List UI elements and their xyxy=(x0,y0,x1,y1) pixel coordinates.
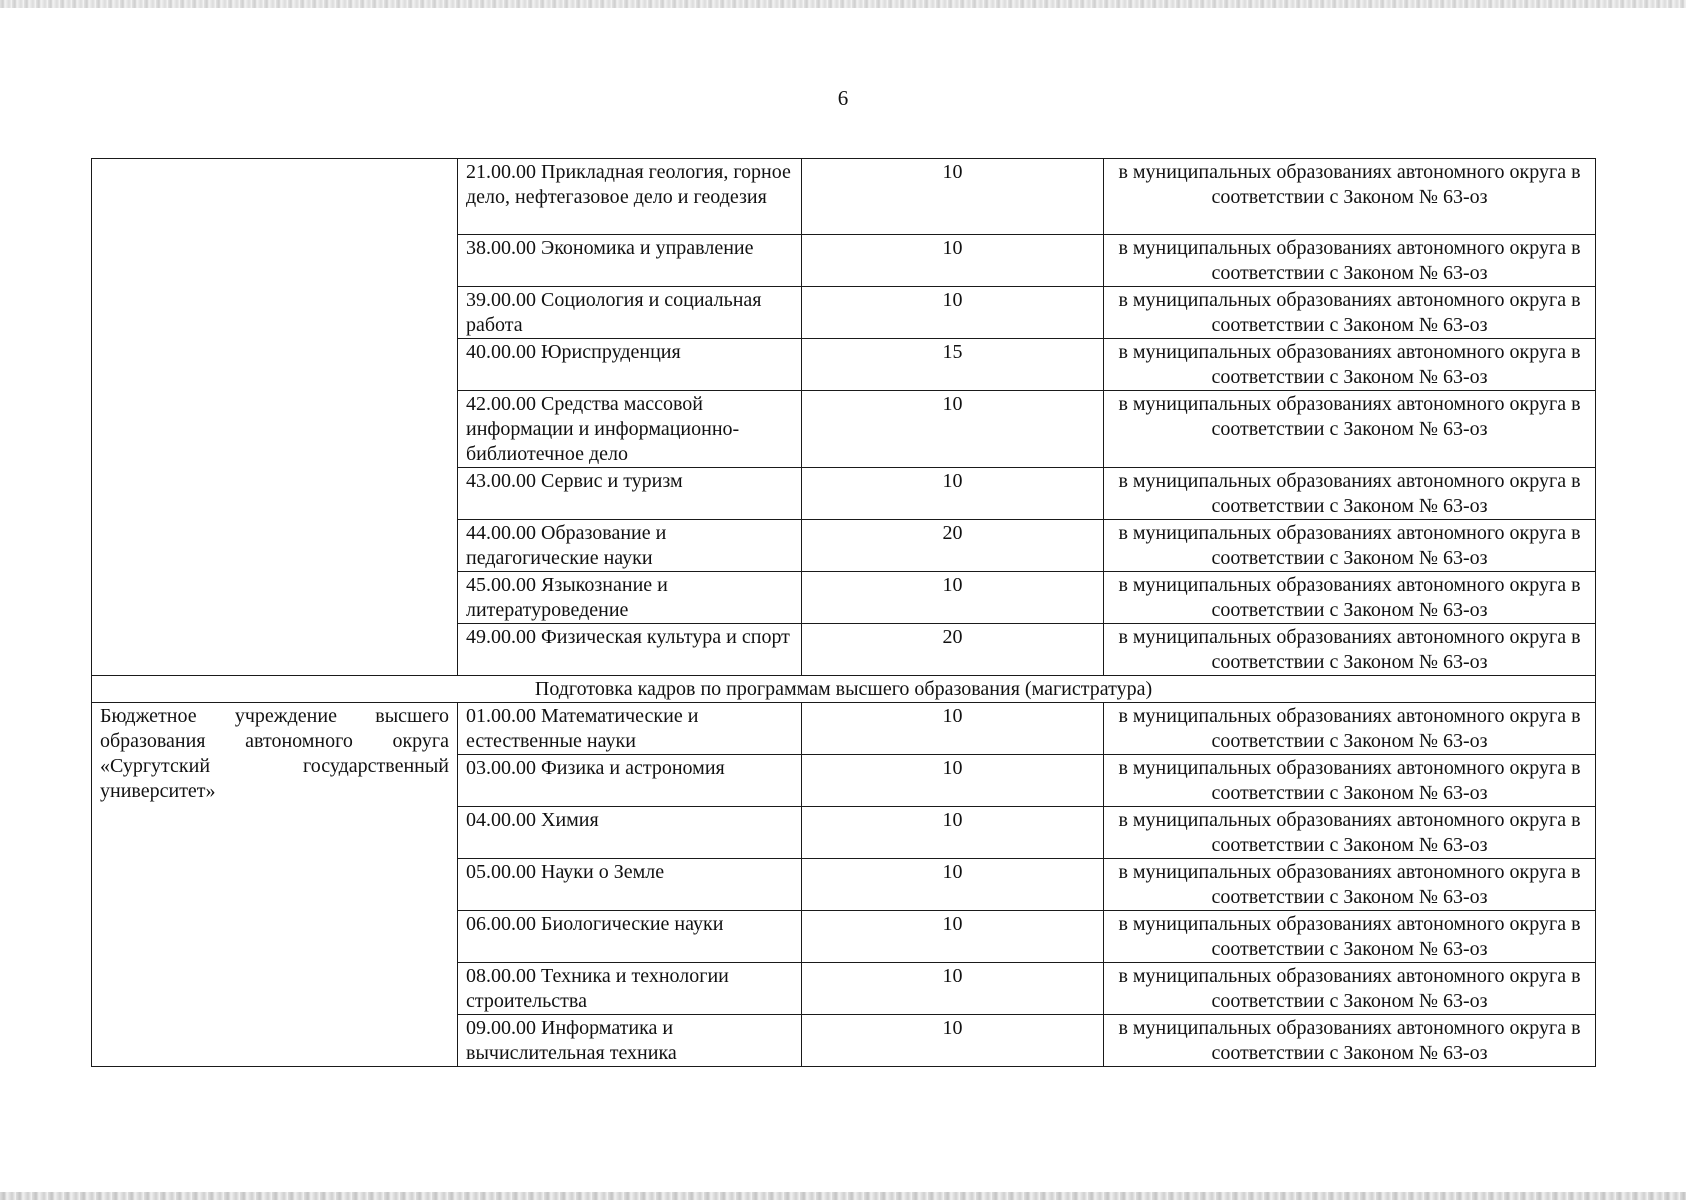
count-cell: 10 xyxy=(802,859,1104,911)
place-cell: в муниципальных образованиях автономного округа в соответствии с Законом № 63-оз xyxy=(1104,520,1596,572)
count-cell: 10 xyxy=(802,235,1104,287)
count-cell: 10 xyxy=(802,287,1104,339)
count-cell: 10 xyxy=(802,391,1104,468)
place-cell: в муниципальных образованиях автономного округа в соответствии с Законом № 63-оз xyxy=(1104,287,1596,339)
specialty-cell: 01.00.00 Математические и естественные науки xyxy=(458,703,802,755)
place-cell: в муниципальных образованиях автономного округа в соответствии с Законом № 63-оз xyxy=(1104,807,1596,859)
count-cell: 10 xyxy=(802,1015,1104,1067)
specialty-cell: 04.00.00 Химия xyxy=(458,807,802,859)
specialty-cell: 44.00.00 Образование и педагогические науки xyxy=(458,520,802,572)
specialty-cell: 42.00.00 Средства массовой информации и информационно-библиотечное дело xyxy=(458,391,802,468)
count-cell: 10 xyxy=(802,911,1104,963)
specialty-cell: 43.00.00 Сервис и туризм xyxy=(458,468,802,520)
specialty-cell: 08.00.00 Техника и технологии строительства xyxy=(458,963,802,1015)
place-cell: в муниципальных образованиях автономного округа в соответствии с Законом № 63-оз xyxy=(1104,1015,1596,1067)
specialty-cell: 05.00.00 Науки о Земле xyxy=(458,859,802,911)
specialty-cell: 49.00.00 Физическая культура и спорт xyxy=(458,624,802,676)
count-cell: 15 xyxy=(802,339,1104,391)
specialty-cell: 40.00.00 Юриспруденция xyxy=(458,339,802,391)
place-cell: в муниципальных образованиях автономного округа в соответствии с Законом № 63-оз xyxy=(1104,703,1596,755)
place-cell: в муниципальных образованиях автономного округа в соответствии с Законом № 63-оз xyxy=(1104,572,1596,624)
count-cell: 10 xyxy=(802,572,1104,624)
place-cell: в муниципальных образованиях автономного округа в соответствии с Законом № 63-оз xyxy=(1104,159,1596,235)
place-cell: в муниципальных образованиях автономного округа в соответствии с Законом № 63-оз xyxy=(1104,755,1596,807)
place-cell: в муниципальных образованиях автономного округа в соответствии с Законом № 63-оз xyxy=(1104,859,1596,911)
count-cell: 20 xyxy=(802,624,1104,676)
place-cell: в муниципальных образованиях автономного округа в соответствии с Законом № 63-оз xyxy=(1104,911,1596,963)
specialty-cell: 45.00.00 Языкознание и литературоведение xyxy=(458,572,802,624)
institution-cell-empty xyxy=(92,159,458,676)
count-cell: 10 xyxy=(802,159,1104,235)
section-row xyxy=(92,676,1596,703)
count-cell: 10 xyxy=(802,963,1104,1015)
specialty-cell: 38.00.00 Экономика и управление xyxy=(458,235,802,287)
place-cell: в муниципальных образованиях автономного округа в соответствии с Законом № 63-оз xyxy=(1104,339,1596,391)
count-cell: 10 xyxy=(802,703,1104,755)
place-cell: в муниципальных образованиях автономного округа в соответствии с Законом № 63-оз xyxy=(1104,468,1596,520)
specialty-cell: 03.00.00 Физика и астрономия xyxy=(458,755,802,807)
section-title: Подготовка кадров по программам высшего образования (магистратура) xyxy=(92,676,1596,703)
specialty-cell: 39.00.00 Социология и социальная работа xyxy=(458,287,802,339)
count-cell: 10 xyxy=(802,755,1104,807)
place-cell: в муниципальных образованиях автономного округа в соответствии с Законом № 63-оз xyxy=(1104,963,1596,1015)
specialty-cell: 21.00.00 Прикладная геология, горное дело, нефтегазовое дело и геодезия xyxy=(458,159,802,235)
specialty-cell: 09.00.00 Информатика и вычислительная техника xyxy=(458,1015,802,1067)
scan-edge-bottom xyxy=(0,1192,1686,1200)
scan-edge-top xyxy=(0,0,1686,8)
count-cell: 10 xyxy=(802,807,1104,859)
count-cell: 20 xyxy=(802,520,1104,572)
allocation-table xyxy=(91,158,1596,1067)
page-number: 6 xyxy=(837,86,849,110)
table-row xyxy=(92,159,1596,235)
place-cell: в муниципальных образованиях автономного округа в соответствии с Законом № 63-оз xyxy=(1104,235,1596,287)
institution-cell: Бюджетное учреждение высшего образования автономного округа «Сургутский государственный университет» xyxy=(92,703,458,1067)
table-row xyxy=(92,703,1596,755)
place-cell: в муниципальных образованиях автономного округа в соответствии с Законом № 63-оз xyxy=(1104,391,1596,468)
place-cell: в муниципальных образованиях автономного округа в соответствии с Законом № 63-оз xyxy=(1104,624,1596,676)
count-cell: 10 xyxy=(802,468,1104,520)
specialty-cell: 06.00.00 Биологические науки xyxy=(458,911,802,963)
